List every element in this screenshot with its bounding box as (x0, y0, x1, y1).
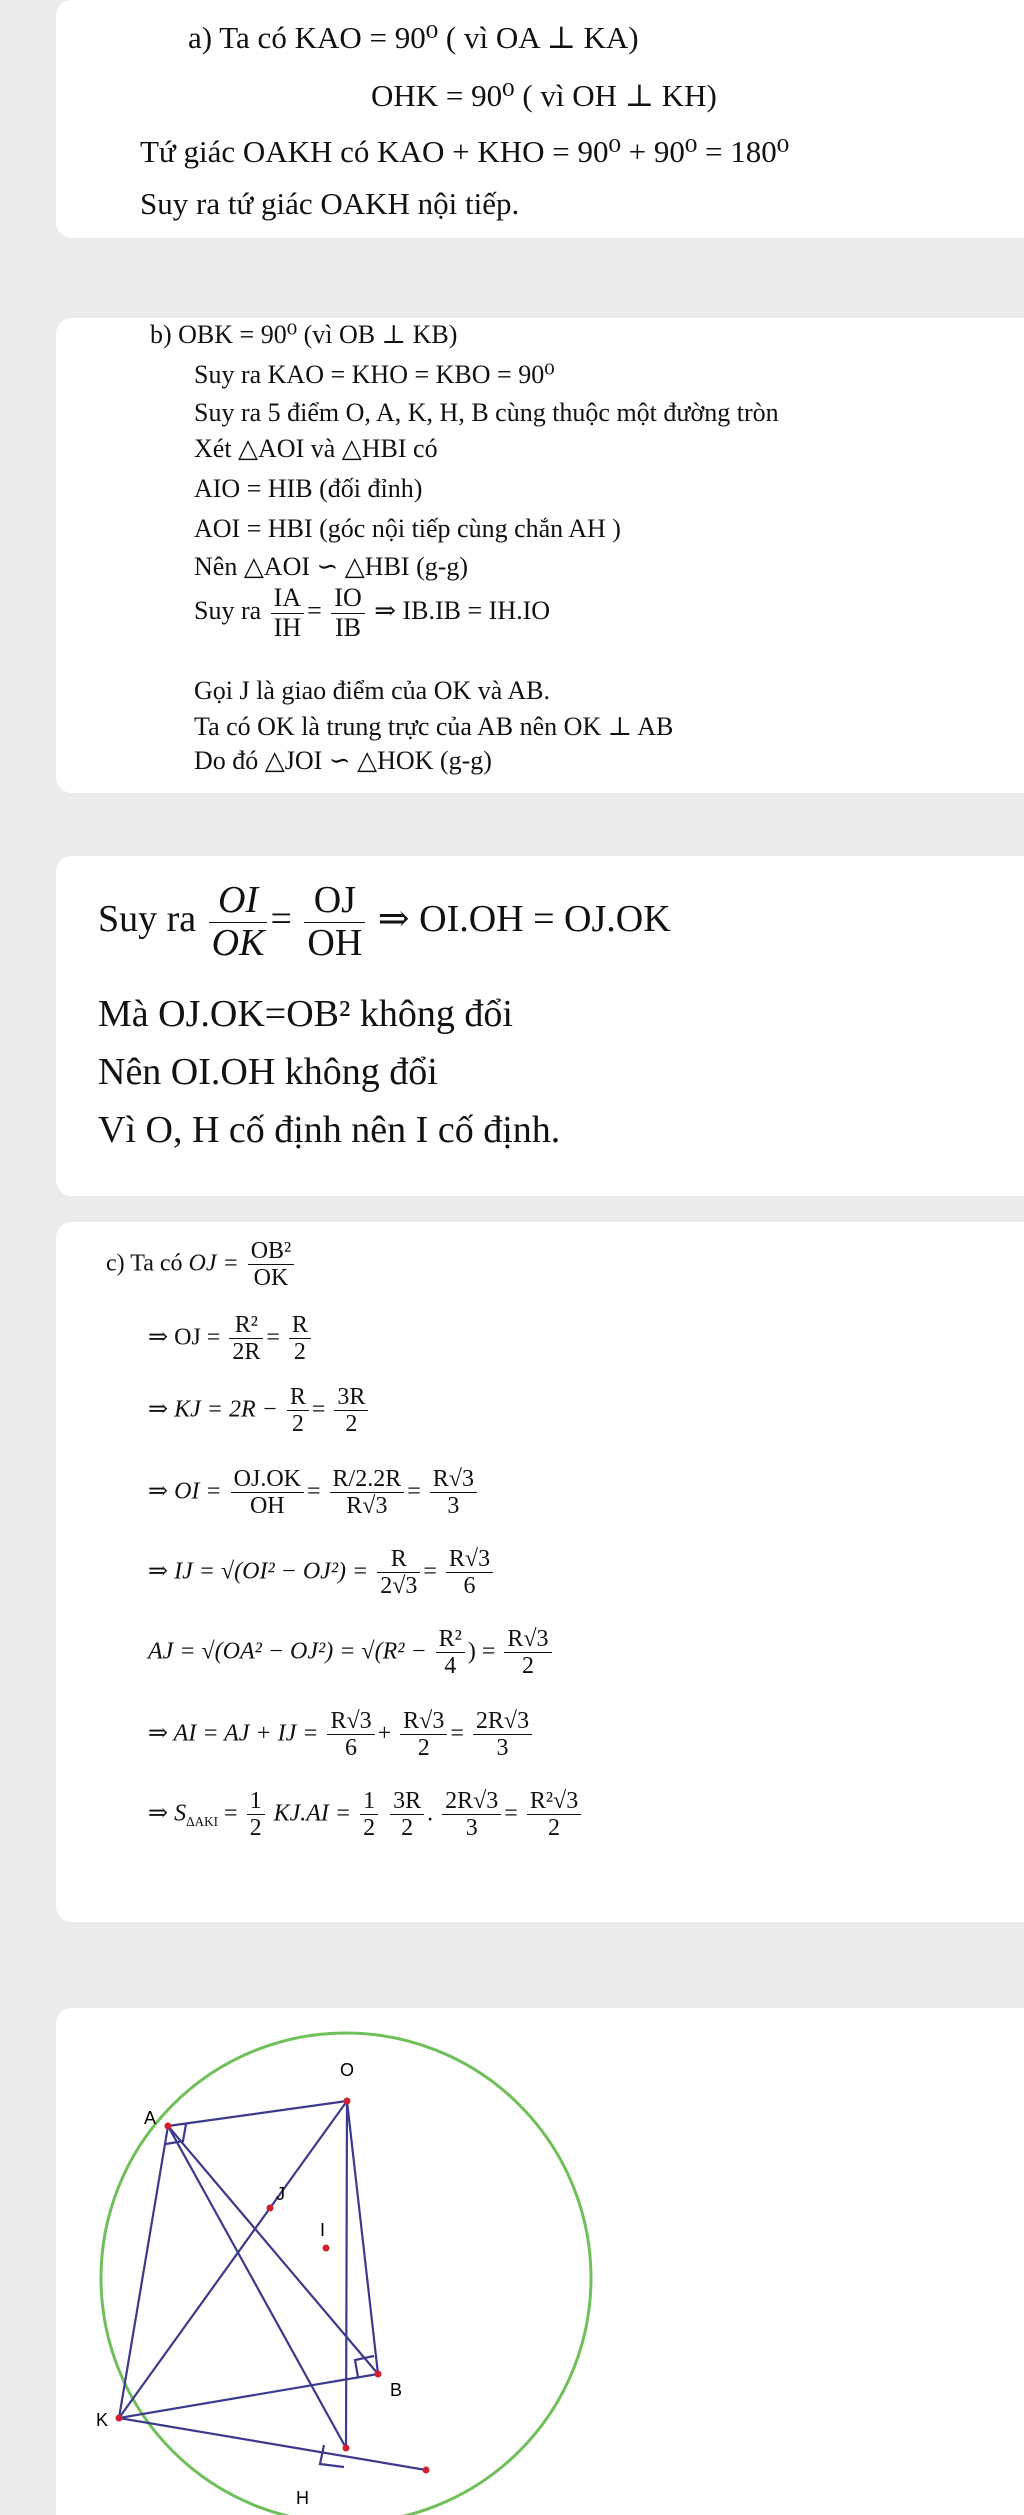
numerator: R√3 (400, 1708, 447, 1735)
fraction (304, 880, 365, 965)
part-b-line9: Gọi J là giao điểm của OK và AB. (194, 676, 550, 705)
part-c-l2-lhs: ⇒ OJ = (148, 1324, 221, 1351)
numerator: 3R (334, 1384, 368, 1411)
part-b-line5: AIO = HIB (đối đỉnh) (194, 474, 423, 503)
denominator: 2 (548, 1815, 561, 1842)
numerator: IA (271, 584, 304, 614)
fraction (527, 1788, 581, 1842)
fraction (446, 1546, 493, 1600)
part-a-line1: a) Ta có KAO = 90⁰ ( vì OA ⊥ KA) (188, 20, 639, 55)
denominator: 2R (232, 1339, 261, 1366)
point-J (267, 2205, 274, 2212)
denominator: 2 (345, 1411, 358, 1438)
label-A: A (144, 2108, 157, 2128)
fraction (330, 1466, 405, 1520)
fraction (400, 1708, 447, 1762)
numerator: 2R√3 (442, 1788, 501, 1815)
part-a-line4: Suy ra tứ giác OAKH nội tiếp. (140, 186, 520, 221)
denominator: 3 (447, 1493, 460, 1520)
denominator: 6 (345, 1735, 358, 1762)
point-I (323, 2245, 330, 2252)
numerator: 3R (390, 1788, 424, 1815)
part-c-card (56, 1222, 1024, 1922)
numerator: R (289, 1312, 311, 1339)
denominator: 2 (521, 1653, 534, 1680)
part-b-line3: Suy ra 5 điểm O, A, K, H, B cùng thuộc một đường tròn (194, 398, 779, 427)
geometry-figure (56, 2008, 1024, 2515)
fraction (390, 1788, 424, 1842)
denominator: 2 (291, 1411, 304, 1438)
part-c-l1-lhs: OJ = (188, 1250, 239, 1277)
segment-KB (119, 2374, 378, 2418)
fraction (209, 880, 268, 965)
part-c-line7: ⇒ AI = AJ + IJ = $\frac{R√3}{6}$ + $\frac{R√3}{2}$ = $\frac{2R√3}{3}$ (148, 1708, 535, 1762)
denominator: R√3 (346, 1493, 388, 1520)
part-a-line2: OHK = 90⁰ ( vì OH ⊥ KH) (371, 78, 717, 113)
numerator: R√3 (430, 1466, 477, 1493)
denominator: 3 (465, 1815, 478, 1842)
part-c-line6: AJ = √(OA² − OJ²) = √(R² − $\frac{\text{R²}}{4}$ ) = $\frac{R√3}{2}$ (148, 1626, 555, 1680)
fraction (229, 1312, 263, 1366)
numerator: 2R√3 (473, 1708, 532, 1735)
fraction (436, 1626, 465, 1680)
label-H: H (296, 2488, 309, 2508)
denominator: IB (335, 612, 361, 642)
part-b2-line1: Suy ra $\frac{OI}{OK}$ = $\frac{OJ}{OH}$ ⇒ OI.OH = OJ.OK (98, 879, 671, 964)
denominator: 2 (249, 1815, 262, 1842)
denominator: OH (307, 921, 363, 964)
part-c-line2: ⇒ OJ = $\frac{\text{R²}}{2R}$ = $\frac{R}{2}$ (148, 1312, 314, 1366)
label-K: K (96, 2410, 109, 2430)
part-c-l8-sub: ΔAKI (186, 1814, 219, 1830)
part-b-line8-rest: ⇒ IB.IB = IH.IO (374, 596, 551, 626)
segment-AO (168, 2101, 347, 2126)
part-b2-line4: Vì O, H cố định nên I cố định. (98, 1109, 561, 1151)
numerator: 1 (247, 1788, 265, 1815)
segment-OB (347, 2101, 378, 2374)
part-b-line8: Suy ra $\frac{IA}{IH}$ = $\frac{IO}{IB}$ ⇒ IB.IB = IH.IO (194, 583, 551, 642)
part-b-line1: b) OBK = 90⁰ (vì OB ⊥ KB) (150, 320, 458, 349)
denominator: 2 (401, 1815, 414, 1842)
part-b2-card (56, 856, 1024, 1196)
figure-card (56, 2008, 1024, 2515)
fraction (430, 1466, 477, 1520)
numerator: R (377, 1546, 420, 1573)
part-b2-prefix: Suy ra (98, 898, 197, 941)
part-c-l3-lhs: ⇒ KJ = 2R − (148, 1396, 278, 1423)
numerator: OJ (304, 880, 365, 923)
fraction (248, 1238, 295, 1292)
numerator: R² (436, 1626, 465, 1653)
part-b-line4: Xét △AOI và △HBI có (194, 434, 438, 463)
fraction (442, 1788, 501, 1842)
part-c-line1 (106, 1238, 297, 1292)
numerator: R√3 (327, 1708, 374, 1735)
part-b-line2: Suy ra KAO = KHO = KBO = 90⁰ (194, 360, 555, 389)
part-b2-line2: Mà OJ.OK=OB² không đổi (98, 993, 513, 1035)
denominator: 2√3 (380, 1573, 418, 1600)
segment-OK (119, 2101, 347, 2418)
numerator: R√3 (446, 1546, 493, 1573)
part-c-line5: ⇒ IJ = √(OI² − OJ²) = $\frac{R}{2√3}$ = $\frac{R√3}{6}$ (148, 1546, 496, 1600)
fraction (327, 1708, 374, 1762)
fraction (334, 1384, 368, 1438)
numerator: OI (209, 880, 268, 923)
part-c-l8-lhs: ⇒ S (148, 1800, 187, 1827)
point-H-end (423, 2467, 430, 2474)
part-c-l6-lhs: AJ = √(OA² − OJ²) = √(R² − (148, 1638, 427, 1665)
segment-AH (168, 2126, 346, 2448)
denominator: 2 (417, 1735, 430, 1762)
part-c-line4: ⇒ OI = $\frac{OJ.OK}{OH}$ = $\frac{R/2.2R}{R√3}$ = $\frac{R√3}{3}$ (148, 1466, 480, 1520)
point-K (116, 2415, 123, 2422)
denominator: 6 (463, 1573, 476, 1600)
denominator: 3 (496, 1735, 509, 1762)
label-O: O (340, 2060, 355, 2080)
part-b-card (56, 318, 1024, 793)
part-c-l1-prefix: c) Ta có (106, 1250, 183, 1277)
part-b-line7: Nên △AOI ∽ △HBI (g-g) (194, 552, 469, 581)
part-b-line11: Do đó △JOI ∽ △HOK (g-g) (194, 746, 492, 775)
part-b-line8-prefix: Suy ra (194, 596, 262, 626)
point-B (375, 2371, 382, 2378)
numerator: IO (331, 584, 364, 614)
fraction (271, 584, 304, 642)
part-c-l4-lhs: ⇒ OI = (148, 1478, 222, 1505)
fraction (473, 1708, 532, 1762)
fraction (377, 1546, 420, 1600)
figure-lines (119, 2101, 426, 2470)
numerator: R (287, 1384, 309, 1411)
part-b2-line3: Nên OI.OH không đổi (98, 1051, 438, 1093)
fraction (287, 1384, 309, 1438)
point-H (343, 2445, 350, 2452)
part-b-line6: AOI = HBI (góc nội tiếp cùng chắn AH ) (194, 514, 621, 543)
part-a-card (56, 0, 1024, 238)
fraction (504, 1626, 551, 1680)
fraction (289, 1312, 311, 1366)
part-b2-rest: ⇒ OI.OH = OJ.OK (377, 898, 671, 941)
numerator: 1 (360, 1788, 378, 1815)
denominator: 2 (293, 1339, 306, 1366)
denominator: IH (273, 612, 302, 642)
numerator: OB² (248, 1238, 295, 1265)
fraction (231, 1466, 304, 1520)
part-c-line8: ⇒ $S_{\Delta AKI}$ = $\frac{1}{2}$ KJ.AI = $\frac{1}{2}$ $\frac{3R}{2}$ . $\frac{2R√3}{3}$ = $\frac{\text{R²√3}}{2}$ (148, 1788, 584, 1842)
label-I: I (320, 2220, 326, 2240)
point-A (165, 2123, 172, 2130)
segment-OH (346, 2101, 347, 2448)
part-c-l8-mid: KJ.AI = (273, 1800, 352, 1827)
denominator: OH (249, 1493, 285, 1520)
numerator: R²√3 (527, 1788, 581, 1815)
denominator: OK (253, 1265, 289, 1292)
label-J: J (276, 2184, 285, 2204)
part-b-line10: Ta có OK là trung trực của AB nên OK ⊥ AB (194, 712, 674, 741)
denominator: OK (211, 921, 265, 964)
denominator: 2 (363, 1815, 376, 1842)
part-a-line3: Tứ giác OAKH có KAO + KHO = 90⁰ + 90⁰ = 180⁰ (140, 134, 790, 169)
numerator: OJ.OK (231, 1466, 304, 1493)
fraction (331, 584, 364, 642)
part-c-l5-lhs: ⇒ IJ = √(OI² − OJ²) = (148, 1558, 369, 1585)
part-c-line3: ⇒ KJ = 2R − $\frac{R}{2}$ = $\frac{3R}{2}$ (148, 1384, 371, 1438)
fraction (247, 1788, 265, 1842)
numerator: R/2.2R (330, 1466, 405, 1493)
fraction (360, 1788, 378, 1842)
label-B: B (390, 2380, 403, 2400)
numerator: R² (229, 1312, 263, 1339)
denominator: 4 (444, 1653, 457, 1680)
part-c-l7-lhs: ⇒ AI = AJ + IJ = (148, 1720, 319, 1747)
point-O (344, 2098, 351, 2105)
numerator: R√3 (504, 1626, 551, 1653)
